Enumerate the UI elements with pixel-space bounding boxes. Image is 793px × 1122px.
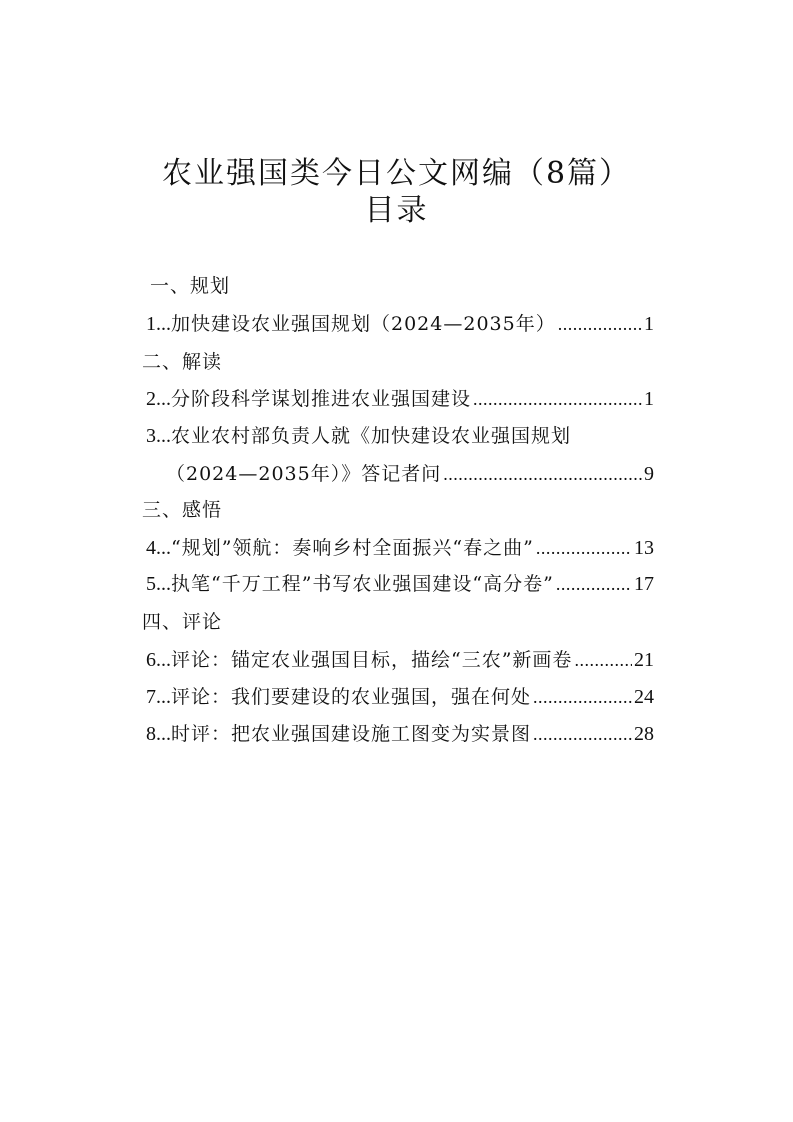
toc-section-planning: 一、规划 [150, 275, 231, 297]
toc-entry-title: 执笔“千万工程”书写农业强国建设“高分卷” [171, 573, 554, 595]
toc-entry-number: 6... [146, 649, 171, 671]
toc-section-commentary: 四、评论 [142, 611, 223, 633]
toc-entry-title: 评论：我们要建设的农业强国，强在何处 [171, 686, 532, 708]
toc-entry-5[interactable] [146, 572, 654, 596]
toc-entry-title: 评论：锚定农业强国目标，描绘“三农”新画卷 [171, 649, 573, 671]
toc-entry-6[interactable] [146, 648, 654, 672]
toc-entry-page: 1 [644, 313, 654, 335]
toc-entry-title: “规划”领航：奏响乡村全面振兴“春之曲” [171, 537, 534, 559]
toc-entry-title: 农业农村部负责人就《加快建设农业强国规划 [171, 425, 572, 447]
toc-entry-1[interactable] [146, 312, 654, 336]
toc-entry-title-continuation: （2024—2035年）》答记者问 [166, 463, 442, 485]
toc-entry-title: 分阶段科学谋划推进农业强国建设 [171, 388, 472, 410]
toc-entry-page: 21 [634, 649, 654, 671]
toc-dot-leader [558, 312, 642, 336]
toc-dot-leader [574, 648, 632, 672]
toc-dot-leader [536, 536, 632, 560]
toc-entry-number: 3... [146, 425, 171, 447]
toc-dot-leader [556, 572, 632, 596]
toc-entry-title: 时评：把农业强国建设施工图变为实景图 [171, 723, 532, 745]
toc-dot-leader [473, 387, 642, 411]
toc-entry-title: 加快建设农业强国规划（2024—2035年） [171, 313, 556, 335]
toc-entry-number: 7... [146, 686, 171, 708]
toc-entry-number: 4... [146, 537, 171, 559]
toc-entry-2[interactable] [146, 387, 654, 411]
toc-dot-leader [533, 722, 632, 746]
toc-entry-4[interactable] [146, 536, 654, 560]
document-title: 农业强国类今日公文网编（8篇） [161, 156, 632, 191]
toc-entry-page: 17 [634, 573, 654, 595]
toc-heading: 目录 [364, 193, 429, 228]
toc-entry-3-continuation[interactable] [166, 462, 654, 486]
toc-dot-leader [443, 462, 642, 486]
toc-entry-page: 28 [634, 723, 654, 745]
toc-dot-leader [533, 685, 632, 709]
toc-entry-page: 9 [644, 463, 654, 485]
toc-section-reflections: 三、感悟 [142, 499, 223, 521]
toc-entry-page: 24 [634, 686, 654, 708]
toc-entry-number: 8... [146, 723, 171, 745]
toc-entry-number: 2... [146, 388, 171, 410]
toc-section-interpretation: 二、解读 [142, 351, 223, 373]
toc-entry-page: 1 [644, 388, 654, 410]
toc-entry-8[interactable] [146, 722, 654, 746]
toc-entry-3[interactable] [146, 424, 654, 448]
toc-entry-page: 13 [634, 537, 654, 559]
toc-entry-number: 5... [146, 573, 171, 595]
toc-entry-number: 1... [146, 313, 171, 335]
toc-entry-7[interactable] [146, 685, 654, 709]
